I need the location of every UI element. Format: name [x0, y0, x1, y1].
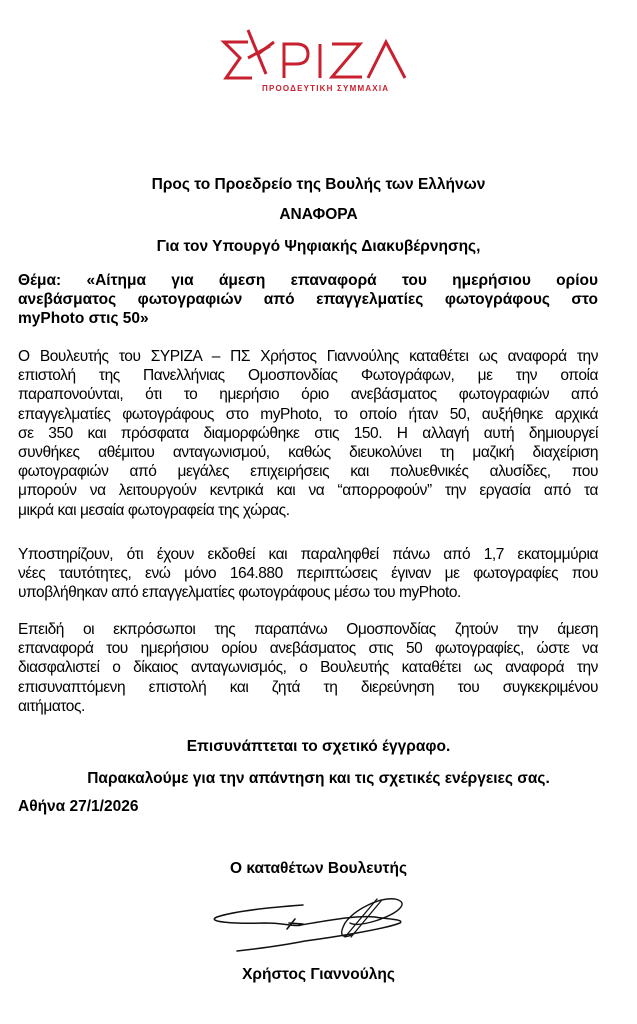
paragraph-line: μπορούν να λειτουργούν κεντρικά και να “απορροφούν” την εργασία από τα — [18, 482, 598, 500]
subject-line: ανεβάσματος φωτογραφιών από επαγγελματίες φωτογράφους στο — [18, 291, 598, 309]
logo-y-arm-right — [258, 42, 274, 54]
signature-drawing — [205, 893, 415, 958]
paragraph-line: επιστολή της Πανελλήνιας Ομοσπονδίας Φωτογράφων, με την οποία — [18, 367, 598, 385]
paragraph-line: μικρά και μεσαία φωτογραφεία της χώρας. — [18, 501, 290, 519]
request-note: Παρακαλούμε για την απάντηση και τις σχετικές ενέργειες σας. — [87, 770, 550, 787]
paragraph-3 — [18, 620, 598, 716]
signature-main-stroke — [214, 905, 400, 951]
logo-letter-z — [332, 44, 362, 77]
paragraph-line: Ο Βουλευτής του ΣΥΡΙΖΑ – ΠΣ Χρήστος Γιαννούλης καταθέτει ως αναφορά την — [18, 348, 598, 365]
paragraph-line: συνθήκες αθέμιτου ανταγωνισμού, καθώς διευκολύνει τη μαζική διαχείριση — [18, 444, 598, 462]
paragraph-1 — [18, 347, 598, 520]
logo-subtitle: ΠΡΟΟΔΕΥΤΙΚΗ ΣΥΜΜΑΧΙΑ — [262, 84, 390, 93]
paragraph-line: παραπονούνται, ότι το ημερήσιο όριο ανεβάσματος φωτογραφιών από — [18, 386, 598, 404]
logo-letter-a — [368, 42, 405, 78]
paragraph-line: Επειδή οι εκπρόσωποι της παραπάνω Ομοσπονδίας ζητούν την άμεση — [18, 621, 598, 638]
paragraph-line: επαγγελματίες φωτογράφους στο myPhoto, το οποίο ήταν 50, αυξήθηκε αρχικά — [18, 405, 598, 423]
addressee: Προς το Προεδρείο της Βουλής των Ελλήνων — [151, 176, 486, 193]
paragraph-line: αιτήματος. — [18, 697, 85, 715]
syriza-logo-mark — [218, 28, 418, 84]
paragraph-line: φωτογραφιών από μεγάλες επιχειρήσεις και πολυεθνικές αλυσίδες, που — [18, 463, 598, 481]
paragraph-line: νέες ταυτότητες, ενώ μόνο 164.880 περιπτώσεις έγιναν με φωτογραφίες που — [18, 565, 598, 583]
paragraph-line: επισυναπτόμενη επιστολή και ζητά τη διερεύνηση του συγκεκριμένου — [18, 678, 598, 696]
paragraph-line: διασφαλιστεί ο δίκαιος ανταγωνισμός, ο Βουλευτής καταθέτει ως αναφορά την — [18, 659, 598, 677]
subject-line: myPhoto στις 50» — [18, 310, 149, 328]
paragraph-line: σε 350 και πρόσφατα διαμορφώθηκε στις 150. Η αλλαγή αυτή δημιουργεί — [18, 424, 598, 442]
paragraph-line: Υποστηρίζουν, ότι έχουν εκδοθεί και παραληφθεί πάνω από 1,7 εκατομμύρια — [18, 546, 598, 563]
signatory-title: Ο καταθέτων Βουλευτής — [229, 860, 408, 877]
paragraph-line: υποβλήθηκαν από επαγγελματίες φωτογράφους μέσω του myPhoto. — [18, 584, 461, 602]
logo-letter-p — [284, 44, 308, 78]
handwritten-signature — [205, 893, 415, 958]
paragraph-2 — [18, 545, 598, 603]
document-type: ΑΝΑΦΟΡΑ — [279, 206, 358, 223]
recipient: Για τον Υπουργό Ψηφιακής Διακυβέρνησης, — [156, 238, 481, 255]
syriza-logo — [218, 28, 418, 108]
place-date: Αθήνα 27/1/2026 — [18, 798, 139, 815]
paragraph-line: επαναφορά του ημερήσιου ορίου ανεβάσματος στις 50 φωτογραφίες, ώστε να — [18, 640, 598, 658]
signature-cross-stroke — [287, 919, 303, 929]
signatory-name: Χρήστος Γιαννούλης — [242, 966, 395, 983]
attachment-note: Επισυνάπτεται το σχετικό έγγραφο. — [186, 738, 451, 755]
logo-sigma-stroke — [224, 42, 252, 78]
subject-line: Θέμα: «Αίτημα για άμεση επαναφορά του ημερήσιου ορίου — [18, 272, 598, 289]
subject — [18, 271, 598, 329]
